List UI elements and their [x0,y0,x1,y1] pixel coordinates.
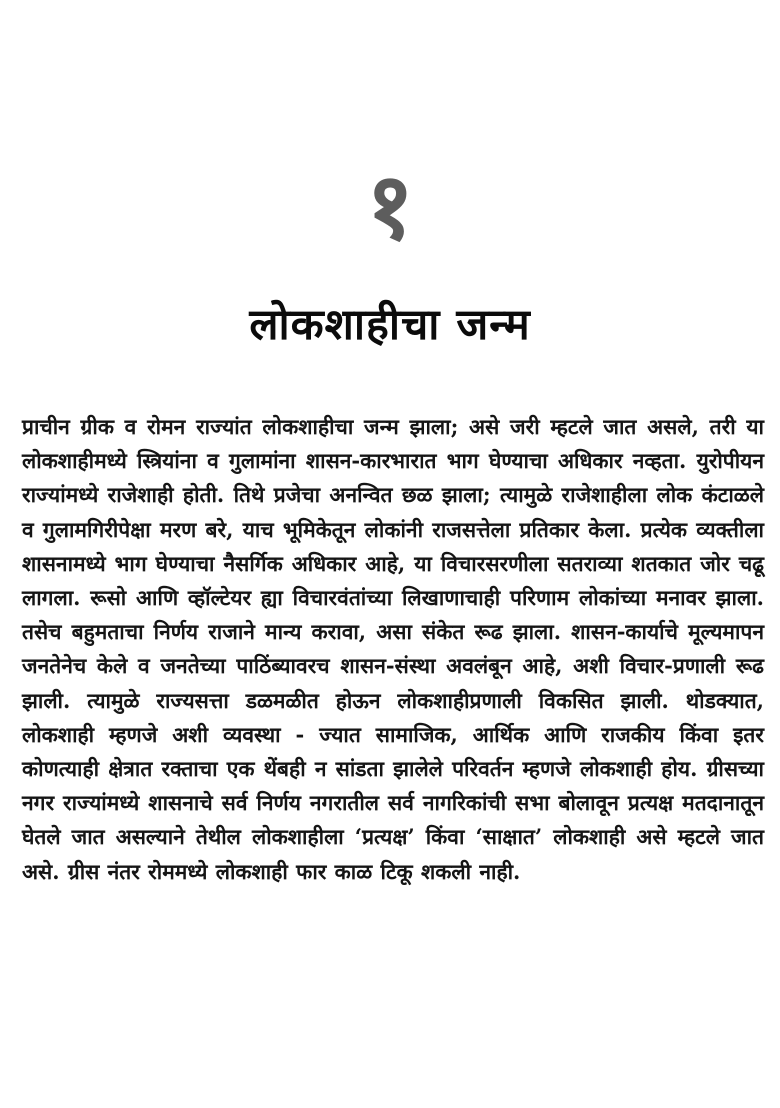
body-paragraph: प्राचीन ग्रीक व रोमन राज्यांत लोकशाहीचा जन्म झाला; असे जरी म्हटले जात असले, तरी या लोकशाहीमध्ये स्त्रियांना व गुलामांना शासन-कारभारात भाग घेण्याचा अधिकार नव्हता. युरोपीयन राज्यांमध्ये राजेशाही होती. तिथे प्रजेचा अनन्वित छळ झाला; त्यामुळे राजेशाहीला लोक कंटाळले व गुलामगिरीपेक्षा मरण बरे, याच भूमिकेतून लोकांनी राजसत्तेला प्रतिकार केला. प्रत्येक व्यक्तीला शासनामध्ये भाग घेण्याचा नैसर्गिक अधिकार आहे, या विचारसरणीला सतराव्या शतकात जोर चढू लागला. रूसो आणि व्हॉल्टेयर ह्या विचारवंतांच्या लिखाणाचाही परिणाम लोकांच्या मनावर झाला. तसेच बहुमताचा निर्णय राजाने मान्य करावा, असा संकेत रूढ झाला. शासन-कार्याचे मूल्यमापन जनतेनेच केले व जनतेच्या पाठिंब्यावरच शासन-संस्था अवलंबून आहे, अशी विचार-प्रणाली रूढ झाली. त्यामुळे राज्यसत्ता डळमळीत होऊन लोकशाहीप्रणाली विकसित झाली. थोडक्यात, लोकशाही म्हणजे अशी व्यवस्था - ज्यात सामाजिक, आर्थिक आणि राजकीय किंवा इतर कोणत्याही क्षेत्रात रक्ताचा एक थेंबही न सांडता झालेले परिवर्तन म्हणजे लोकशाही होय. ग्रीसच्या नगर राज्यांमध्ये शासनाचे सर्व निर्णय नगरातील सर्व नागरिकांची सभा बोलावून प्रत्यक्ष मतदानातून घेतले जात असल्याने तेथील लोकशाहीला ‘प्रत्यक्ष’ किंवा ‘साक्षात’ लोकशाही असे म्हटले जात असे. ग्रीस नंतर रोममध्ये लोकशाही फार काळ टिकू शकली नाही. [22,414,764,884]
chapter-title: लोकशाहीचा जन्म [249,300,531,350]
chapter-number: १ [366,152,414,260]
